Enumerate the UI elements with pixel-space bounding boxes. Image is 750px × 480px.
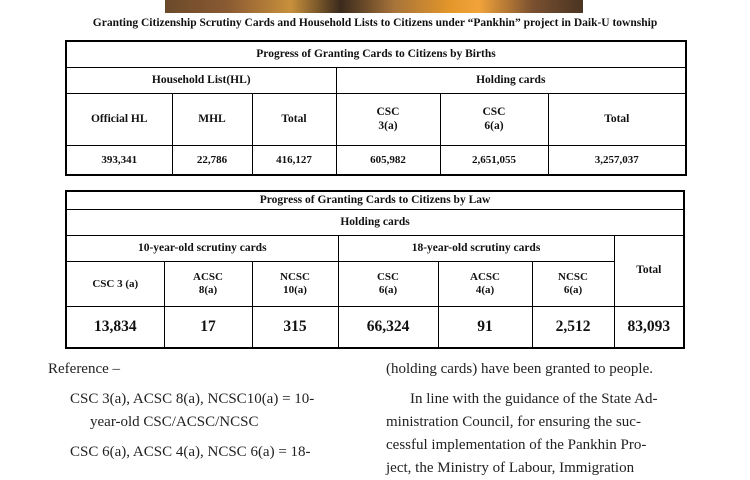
table-cell: 416,127 bbox=[252, 146, 336, 176]
law-table-title: Progress of Granting Cards to Citizens by Law bbox=[66, 191, 684, 210]
col-header: Official HL bbox=[66, 94, 172, 146]
col-header: CSC 6(a) bbox=[338, 262, 438, 307]
col-header: NCSC 10(a) bbox=[252, 262, 338, 307]
body-line: cessful implementation of the Pankhin Pro- bbox=[386, 437, 647, 453]
births-table-title: Progress of Granting Cards to Citizens by Births bbox=[66, 41, 686, 68]
reference-text: year-old CSC/ACSC/NCSC bbox=[90, 414, 259, 430]
table-cell: 66,324 bbox=[338, 307, 438, 349]
eighteen-year-cards-header: 18-year-old scrutiny cards bbox=[338, 236, 614, 262]
table-cell: 393,341 bbox=[66, 146, 172, 176]
body-line: (holding cards) have been granted to people. bbox=[386, 361, 653, 377]
births-progress-table bbox=[65, 40, 687, 176]
col-header: ACSC 8(a) bbox=[164, 262, 252, 307]
ten-year-cards-header: 10-year-old scrutiny cards bbox=[66, 236, 338, 262]
table-cell: 315 bbox=[252, 307, 338, 349]
table-cell: 13,834 bbox=[66, 307, 164, 349]
col-header: Total bbox=[548, 94, 686, 146]
reference-item bbox=[70, 388, 368, 434]
col-header: ACSC 4(a) bbox=[438, 262, 532, 307]
col-header: CSC 3(a) bbox=[336, 94, 440, 146]
holding-cards-header: Holding cards bbox=[336, 68, 686, 94]
col-header: MHL bbox=[172, 94, 252, 146]
household-list-header: Household List(HL) bbox=[66, 68, 336, 94]
body-line: ministration Council, for ensuring the suc- bbox=[386, 414, 641, 430]
law-total-header: Total bbox=[614, 236, 684, 307]
photo-caption: Granting Citizenship Scrutiny Cards and Household Lists to Citizens under “Pankhin” project in Daik-U township bbox=[92, 17, 658, 29]
body-column bbox=[386, 358, 702, 480]
header-photo bbox=[165, 0, 583, 13]
reference-text: CSC 3(a), ACSC 8(a), NCSC10(a) = 10- bbox=[70, 391, 315, 407]
reference-label: Reference – bbox=[48, 361, 121, 377]
table-cell: 17 bbox=[164, 307, 252, 349]
col-header: Total bbox=[252, 94, 336, 146]
body-line: In line with the guidance of the State Ad- bbox=[410, 391, 658, 407]
col-header: NCSC 6(a) bbox=[532, 262, 614, 307]
table-cell: 83,093 bbox=[614, 307, 684, 349]
col-header: CSC 6(a) bbox=[440, 94, 548, 146]
table-cell: 605,982 bbox=[336, 146, 440, 176]
law-holding-cards-header: Holding cards bbox=[66, 210, 684, 236]
reference-column bbox=[48, 358, 368, 464]
col-header: CSC 3 (a) bbox=[66, 262, 164, 307]
table-cell: 91 bbox=[438, 307, 532, 349]
table-cell: 2,512 bbox=[532, 307, 614, 349]
table-cell: 2,651,055 bbox=[440, 146, 548, 176]
table-cell: 22,786 bbox=[172, 146, 252, 176]
law-progress-table bbox=[65, 190, 685, 349]
reference-item bbox=[70, 441, 368, 464]
table-cell: 3,257,037 bbox=[548, 146, 686, 176]
body-line: ject, the Ministry of Labour, Immigration bbox=[386, 460, 635, 476]
body-paragraph bbox=[386, 388, 702, 480]
reference-text: CSC 6(a), ACSC 4(a), NCSC 6(a) = 18- bbox=[70, 444, 311, 460]
